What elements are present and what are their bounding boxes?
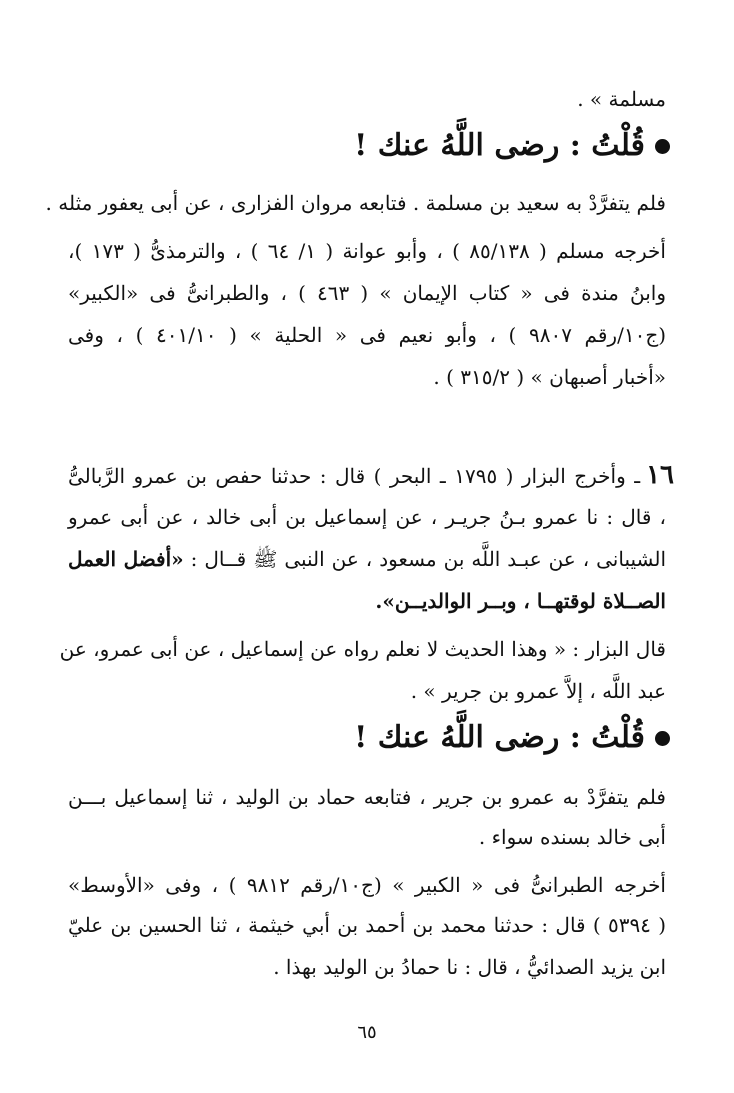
section-heading — [354, 718, 670, 758]
text-line: فلم يتفرَّدْ به سعيد بن مسلمة . فتابعه مروان الفزارى ، عن أبى يعفور مثله . — [45, 191, 666, 215]
section-heading-text: قُلْتُ : رضى اللَّهُ عنك ! — [354, 720, 645, 755]
text-line: مسلمة » . — [577, 87, 666, 111]
hadith-text: ـ وأخرج البزار ( ١٧٩٥ ـ البحر ) قال : حدثنا حفص بن عمرو الرَّبالىُّ — [68, 464, 641, 488]
text-line: فلم يتفرَّدْ به عمرو بن جرير ، فتابعه حماد بن الوليد ، ثنا إسماعيل بـــن — [68, 785, 666, 809]
text-line — [68, 544, 666, 574]
text-line: (ج١٠/رقم ٩٨٠٧ ) ، وأبو نعيم فى « الحلية » ( ٤٠١/١٠ ) ، وفى — [68, 323, 667, 347]
hadith-number: ١٦ — [646, 460, 674, 490]
text-line: «أخبار أصبهان » ( ٣١٥/٢ ) . — [433, 365, 666, 389]
text-line: أبى خالد بسنده سواء . — [478, 825, 666, 849]
text-line: عبد اللَّه ، إلاَّ عمرو بن جرير » . — [410, 679, 666, 703]
text-line: ( ٥٣٩٤ ) قال : حدثنا محمد بن أحمد بن أبي خيثمة ، ثنا الحسين بن عليّ — [68, 913, 666, 937]
text-line: قال البزار : « وهذا الحديث لا نعلم رواه عن إسماعيل ، عن أبى عمرو، عن — [59, 637, 666, 661]
hadith-quote: «أفضل العمل — [68, 547, 184, 571]
bullet-icon — [655, 139, 670, 154]
text-line: أخرجه مسلم ( ٨٥/١٣٨ ) ، وأبو عوانة ( ١/ ٦٤ ) ، والترمذىُّ ( ١٧٣ )، — [68, 239, 666, 263]
text-line: ابن يزيد الصدائيُّ ، قال : نا حمادُ بن الوليد بهذا . — [273, 955, 666, 979]
text-line: ، قال : نا عمرو بـنُ جريـر ، عن إسماعيل بن أبى خالد ، عن أبى عمرو — [68, 505, 666, 529]
section-heading-text: قُلْتُ : رضى اللَّهُ عنك ! — [354, 128, 645, 163]
hadith-quote: الصــلاة لوقتهــا ، وبــر الوالديــن». — [375, 589, 666, 613]
text-line: أخرجه الطبرانىُّ فى « الكبير » (ج١٠/رقم ٩٨١٢ ) ، وفى «الأوسط» — [68, 873, 666, 897]
text-segment: الشيبانى ، عن عبـد اللَّه بن مسعود ، عن النبى ﷺ قــال : — [183, 547, 667, 571]
section-heading — [354, 126, 670, 166]
text-line: وابنُ مندة فى « كتاب الإيمان » ( ٤٦٣ ) ، والطبرانىُّ فى «الكبير» — [68, 281, 666, 305]
bullet-icon — [655, 731, 670, 746]
hadith-entry — [68, 460, 674, 491]
page-number: ٦٥ — [357, 1022, 377, 1043]
